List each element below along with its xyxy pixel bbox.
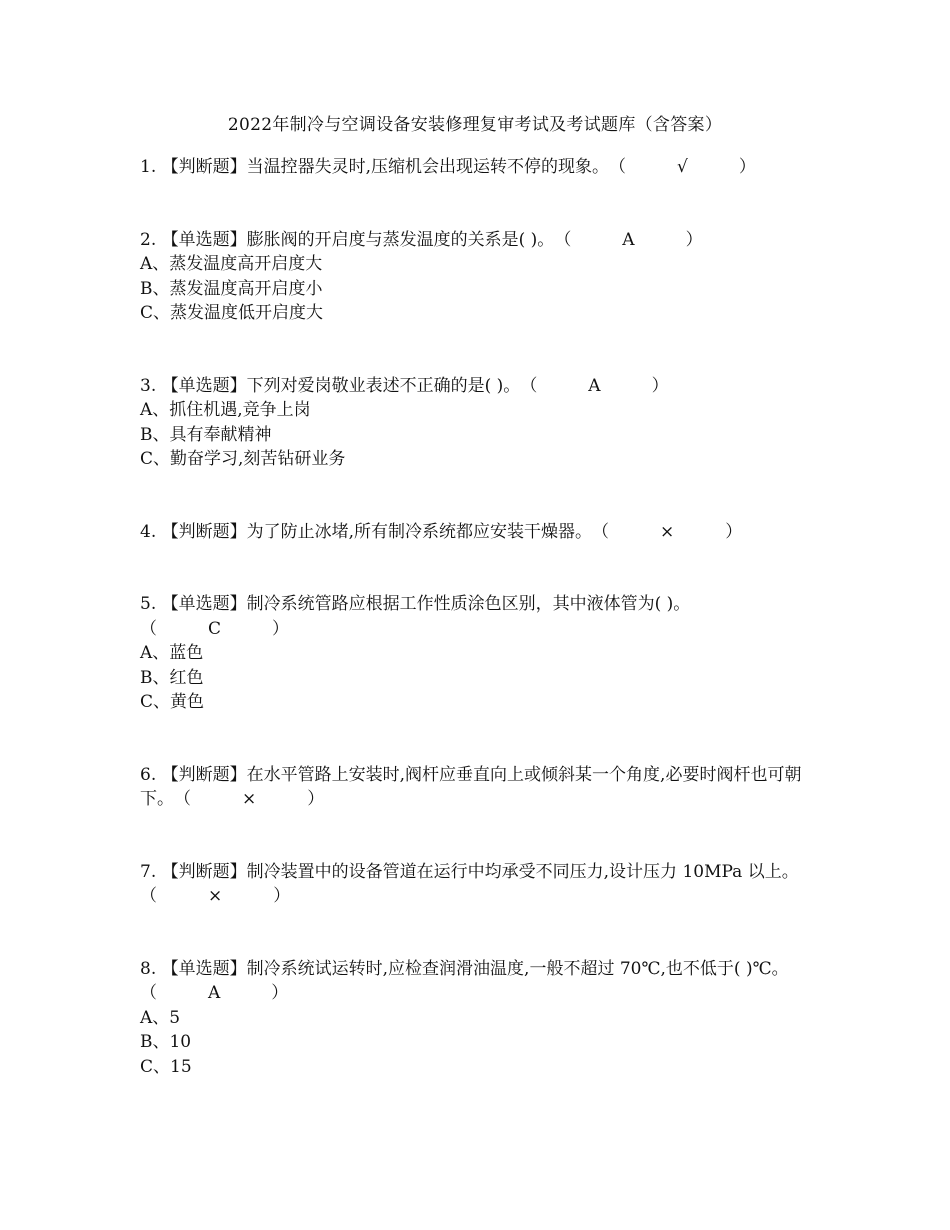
question-list	[140, 155, 830, 1079]
page-title: 2022年制冷与空调设备安装修理复审考试及考试题库（含答案）	[227, 115, 723, 135]
option-b: B、10	[140, 1032, 192, 1052]
question-text: 制冷系统管路应根据工作性质涂色区别，其中液体管为( )。	[246, 594, 691, 614]
option-b: B、红色	[140, 667, 204, 688]
question-text: 膨胀阀的开启度与蒸发温度的关系是( )。	[246, 229, 555, 250]
question-text: 当温控器失灵时,压缩机会出现运转不停的现象。	[246, 157, 610, 177]
question-number: 3.	[140, 375, 157, 396]
option-c: C、黄色	[140, 692, 205, 712]
question-answer: （ C ）	[140, 618, 290, 639]
option-a: A、抓住机遇,竞争上岗	[140, 400, 311, 420]
option-b: B、蒸发温度高开启度小	[140, 278, 323, 299]
question-type: 【单选题】	[161, 958, 247, 979]
question-answer: （ A ）	[140, 983, 289, 1003]
question-answer: （ A ）	[554, 229, 703, 250]
question-3	[140, 374, 830, 472]
question-answer: （ √ ）	[609, 157, 756, 177]
question-type: 【判断题】	[161, 157, 247, 177]
question-text: 为了防止冰堵,所有制冷系统都应安装干燥器。	[246, 521, 593, 542]
question-number: 2.	[140, 229, 157, 250]
question-number: 5.	[140, 594, 157, 614]
option-b: B、具有奉献精神	[140, 424, 272, 445]
question-number: 6.	[140, 764, 157, 785]
option-a: A、蓝色	[140, 643, 204, 663]
question-type: 【单选题】	[161, 594, 247, 614]
option-c: C、勤奋学习,刻苦钻研业务	[140, 449, 346, 469]
option-c: C、蒸发温度低开启度大	[140, 303, 324, 323]
question-number: 7.	[140, 861, 157, 882]
option-a: A、5	[140, 1007, 181, 1028]
question-2	[140, 228, 830, 326]
question-type: 【判断题】	[161, 764, 247, 785]
question-answer: （ × ）	[592, 521, 743, 542]
option-c: C、15	[140, 1056, 192, 1077]
question-type: 【判断题】	[161, 861, 247, 882]
question-7	[140, 860, 830, 909]
question-answer: （ × ）	[174, 789, 325, 809]
question-5	[140, 592, 830, 715]
question-text: 制冷装置中的设备管道在运行中均承受不同压力,设计压力 10MPa 以上。	[246, 861, 799, 882]
question-type: 【单选题】	[161, 375, 247, 396]
question-6	[140, 763, 830, 812]
question-number: 4.	[140, 521, 157, 542]
question-number: 1.	[140, 157, 157, 177]
question-text: 制冷系统试运转时,应检查润滑油温度,一般不超过 70℃,也不低于( )℃。	[246, 958, 789, 979]
option-a: A、蒸发温度高开启度大	[140, 254, 323, 274]
question-type: 【判断题】	[161, 521, 247, 542]
question-4	[140, 520, 830, 545]
question-number: 8.	[140, 958, 157, 979]
question-answer: （ × ）	[140, 886, 291, 906]
question-8	[140, 957, 830, 1080]
question-1	[140, 155, 830, 180]
question-text: 下列对爱岗敬业表述不正确的是( )。	[246, 375, 521, 396]
question-text: 在水平管路上安装时,阀杆应垂直向上或倾斜某一个角度,必要时阀杆也可朝下。	[140, 764, 802, 809]
question-type: 【单选题】	[161, 229, 247, 250]
question-answer: （ A ）	[520, 375, 669, 396]
